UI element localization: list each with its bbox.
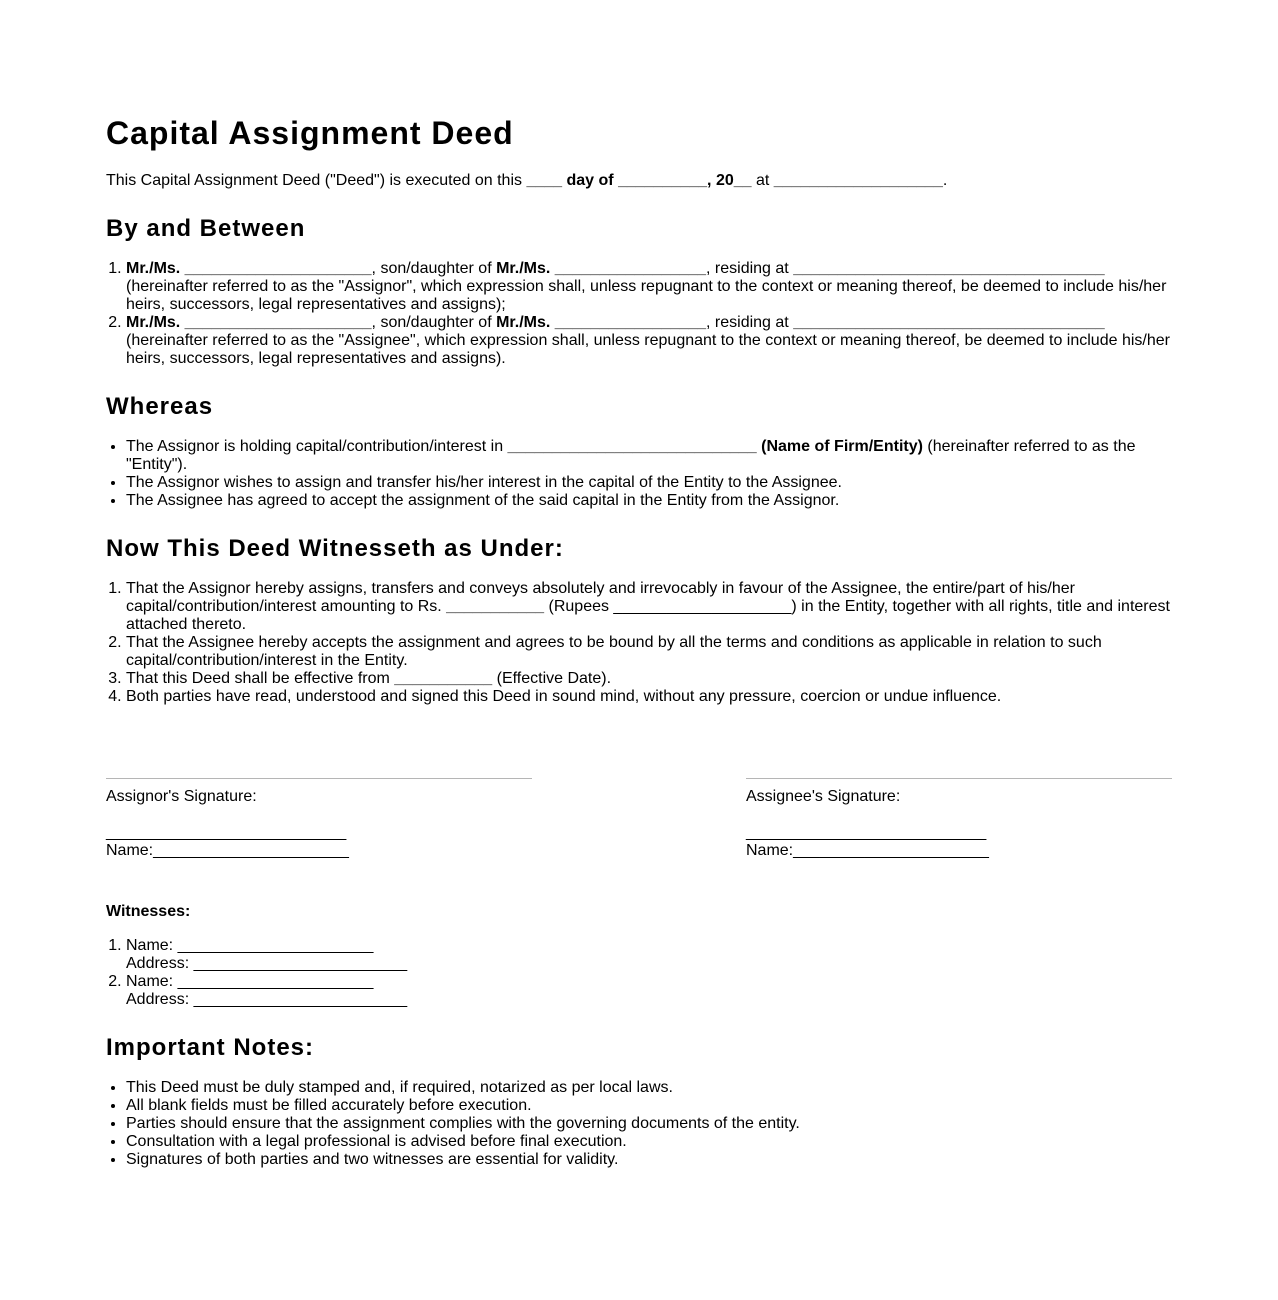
day-of-label: day of [562,172,619,189]
clause-item: 4. Both parties have read, understood and signed this Deed in sound mind, without any pressure, coercion or undue influence. [126,688,1172,706]
whereas-item: • The Assignor wishes to assign and transfer his/her interest in the capital of the Entity to the Assignee. [126,474,1172,492]
at-label: at [751,172,774,189]
intro-end: . [942,172,948,189]
name-blank: _____________________ [180,260,372,277]
clause-text: That this Deed shall be effective from [126,670,395,687]
assignee-name-line: Name:______________________ [746,842,989,859]
witness-address-line: Address: ________________________ [126,955,408,972]
residing-text: , residing at [706,260,794,277]
entity-blank: ____________________________ [507,438,757,455]
residing-text: , residing at [706,314,794,331]
assignee-signature-label: Assignee's Signature: [746,788,901,805]
assignee-signature-line [746,778,1172,779]
witnesseth-list [106,580,1172,706]
parent-title-label: Mr./Ms. [496,314,551,331]
document-content [106,111,1172,1169]
witnesses-heading: Witnesses: [106,903,191,920]
signature-row [106,778,1172,870]
month-blank: __________ [618,172,708,189]
relation-text: , son/daughter of [371,260,497,277]
notes-heading: Important Notes: [106,1034,314,1061]
whereas-list [106,438,1172,510]
note-item: • This Deed must be duly stamped and, if required, notarized as per local laws. [126,1079,1172,1097]
title-label: Mr./Ms. [126,260,181,277]
intro-paragraph [106,172,1172,190]
clause-item [126,580,1172,634]
witness-item [126,937,1172,973]
witness-item [126,973,1172,1009]
whereas-item: • The Assignee has agreed to accept the assignment of the said capital in the Entity from the Assignor. [126,492,1172,510]
note-item: • Signatures of both parties and two witnesses are essential for validity. [126,1151,1172,1169]
effective-date-blank: ___________ [394,670,493,687]
party-description: (hereinafter referred to as the "Assignor", which expression shall, unless repugnant to the context or meaning thereof, be deemed to include his/her heirs, successors, legal representatives and assigns); [126,278,1167,313]
clause-item [126,670,1172,688]
place-blank: ___________________ [773,172,943,189]
parent-name-blank: _________________ [550,314,707,331]
notes-list [106,1079,1172,1169]
assignee-name-blank-line: ___________________________ [746,824,987,841]
amount-blank: ___________ [446,598,545,615]
parties-list [106,260,1172,368]
title-label: Mr./Ms. [126,314,181,331]
parent-title-label: Mr./Ms. [496,260,551,277]
witness-address-line: Address: ________________________ [126,991,408,1008]
witnesseth-heading: Now This Deed Witnesseth as Under: [106,535,564,562]
document-title: Capital Assignment Deed [106,115,514,151]
witness-name-line: Name: ______________________ [126,973,374,990]
entity-name-label: (Name of Firm/Entity) [756,438,923,455]
assignor-name-line: Name:______________________ [106,842,349,859]
witnesses-list [106,937,1172,1009]
assignee-signature-block [746,778,1172,860]
address-blank: ___________________________________ [793,314,1105,331]
year-blank: , 20__ [707,172,752,189]
assignor-name-blank-line: ___________________________ [106,824,347,841]
note-item: • Parties should ensure that the assignment complies with the governing documents of the entity. [126,1115,1172,1133]
address-blank: ___________________________________ [793,260,1105,277]
note-item: • Consultation with a legal professional is advised before final execution. [126,1133,1172,1151]
assignor-signature-line [106,778,532,779]
parties-heading: By and Between [106,215,306,242]
whereas-item [126,438,1172,474]
whereas-text: The Assignor is holding capital/contribution/interest in [126,438,508,455]
party-item-assignee [126,314,1172,368]
clause-text: That the Assignor hereby assigns, transfers and conveys absolutely and irrevocably in favour of the Assignee, the entire/part of his/her capital/contribution/interest amounting to Rs. [126,580,1075,615]
rupees-words-blank: (Rupees ____________________) [544,598,797,615]
note-item: • All blank fields must be filled accurately before execution. [126,1097,1172,1115]
day-blank: ____ [526,172,563,189]
clause-text-end: in the Entity, together with all rights, title and interest attached thereto. [126,598,1170,633]
parent-name-blank: _________________ [550,260,707,277]
assignor-signature-label: Assignor's Signature: [106,788,257,805]
clause-text-end: (Effective Date). [492,670,612,687]
whereas-heading: Whereas [106,393,214,420]
party-item-assignor [126,260,1172,314]
intro-text: This Capital Assignment Deed ("Deed") is executed on this [106,172,527,189]
whereas-text-end: (hereinafter referred to as the "Entity"). [126,438,1136,473]
party-description: (hereinafter referred to as the "Assignee", which expression shall, unless repugnant to the context or meaning thereof, be deemed to include his/her heirs, successors, legal representatives and assigns). [126,332,1170,367]
relation-text: , son/daughter of [371,314,497,331]
assignor-signature-block [106,778,532,860]
witness-name-line: Name: ______________________ [126,937,374,954]
clause-item: 2. That the Assignee hereby accepts the assignment and agrees to be bound by all the terms and conditions as applicable in relation to such capital/contribution/interest in the Entity. [126,634,1172,670]
name-blank: _____________________ [180,314,372,331]
